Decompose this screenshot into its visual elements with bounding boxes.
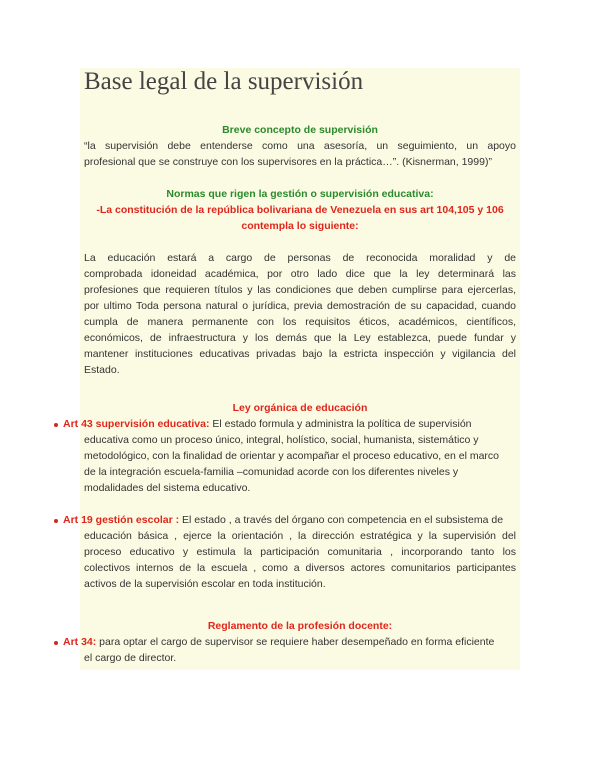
art19-line: activos de la supervisión escolar en toda institución. <box>84 578 326 590</box>
art43-line: modalidades del sistema educativo. <box>84 482 251 494</box>
art19-line: proceso educativo y estimula la participación comunitaria , incorporando tanto los <box>84 546 516 558</box>
normas-paragraph-line: económicos, de infraestructura y los demás que la Ley establezca, puede fundar y <box>84 332 516 344</box>
art34-text: para optar el cargo de supervisor se requiere haber desempeñado en forma eficiente <box>96 636 495 648</box>
normas-paragraph-line: comprobada idoneidad académica, por otro lado dice que la ley determinará las <box>84 268 516 280</box>
art43-line: de la integración escuela-familia –comunidad acorde con los diferentes niveles y <box>84 466 459 478</box>
art19-first-line <box>63 512 523 528</box>
art19-line: educación básica , ejerce la orientación , la dirección estratégica y la supervisión del <box>84 530 516 542</box>
art19-line: colectivos internos de la escuela , como a diversos actores comunitarios participantes <box>84 562 516 574</box>
bullet-icon <box>54 641 58 645</box>
bullet-icon <box>54 519 58 523</box>
concepto-quote-line-2: profesional que se construye con los supervisores en la práctica…”. (Kisnerman, 1999)” <box>84 156 492 168</box>
art43-text: El estado formula y administra la política de supervisión <box>209 418 472 430</box>
normas-paragraph-line: por ultimo Toda persona natural o jurídica, previa demostración de su capacidad, cuando <box>84 300 516 312</box>
art34-line-2: el cargo de director. <box>84 652 177 664</box>
normas-heading: Normas que rigen la gestión o supervisión educativa: <box>166 188 434 200</box>
art43-line: metodológico, con la finalidad de orientar y acompañar el proceso educativo, en el marco <box>84 450 499 462</box>
art19-text: El estado , a través del órgano con competencia en el subsistema de <box>179 514 504 526</box>
normas-paragraph-line: mantener instituciones educativas privadas bajo la estricta inspección y vigilancia del <box>84 348 516 360</box>
normas-paragraph-line: Estado. <box>84 364 120 376</box>
art34-first-line <box>63 634 523 650</box>
art43-first-line <box>63 416 523 432</box>
art34-label: Art 34: <box>63 636 97 648</box>
page-title: Base legal de la supervisión <box>84 68 364 95</box>
ley-organica-heading: Ley orgánica de educación <box>232 402 368 414</box>
reglamento-heading: Reglamento de la profesión docente: <box>207 620 393 632</box>
normas-paragraph-line: cumpla de manera permanente con los requisitos éticos, académicos, científicos, <box>84 316 516 328</box>
concepto-quote-line-1: “la supervisión debe entenderse como una asesoría, un seguimiento, un apoyo <box>84 140 516 152</box>
bullet-icon <box>54 423 58 427</box>
art19-label: Art 19 gestión escolar : <box>63 514 180 526</box>
art43-label: Art 43 supervisión educativa: <box>63 418 210 430</box>
concepto-heading: Breve concepto de supervisión <box>222 124 378 136</box>
constitucion-line-2: contempla lo siguiente: <box>241 220 359 232</box>
constitucion-line-1: -La constitución de la república bolivariana de Venezuela en sus art 104,105 y 106 <box>96 204 504 216</box>
normas-paragraph-line: La educación estará a cargo de personas de reconocida moralidad y de <box>84 252 516 264</box>
normas-paragraph-line: profesiones que requieren títulos y las condiciones que deben cumplirse para ejercerlas, <box>84 284 516 296</box>
art43-line: educativa como un proceso único, integral, holístico, social, humanista, sistemático y <box>84 434 479 446</box>
